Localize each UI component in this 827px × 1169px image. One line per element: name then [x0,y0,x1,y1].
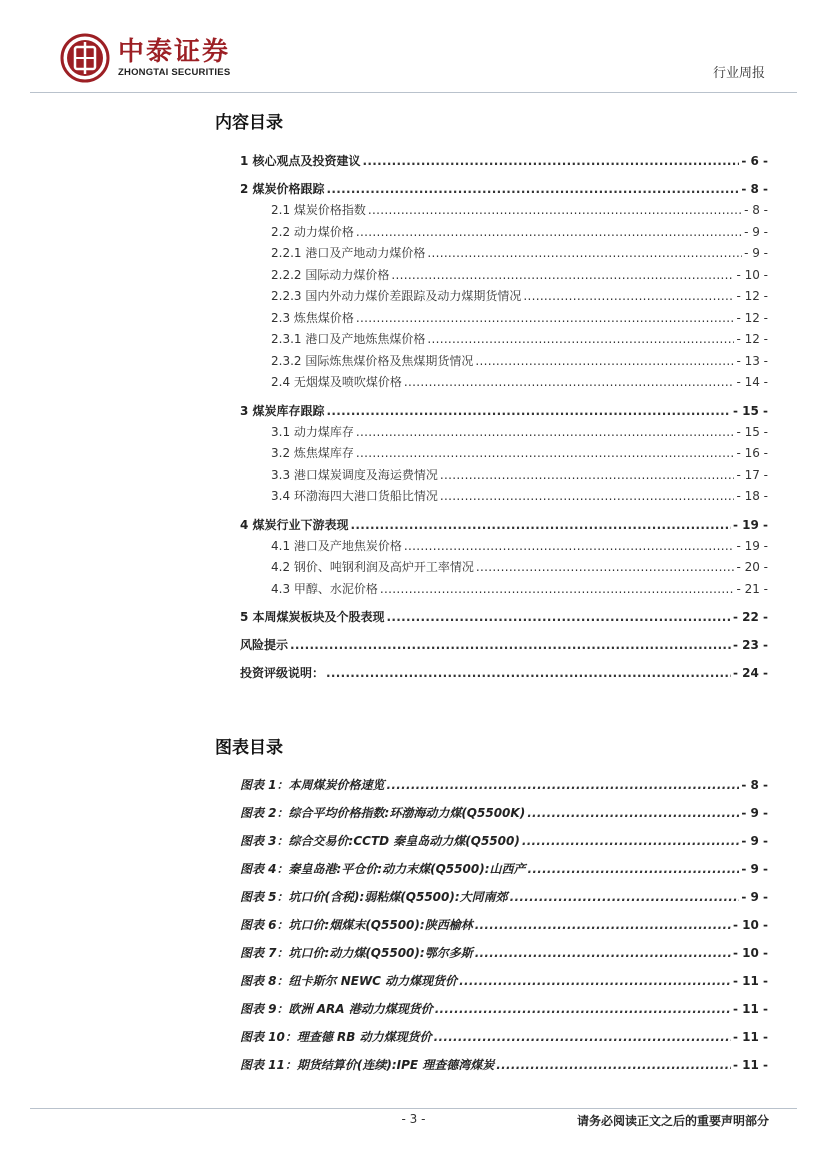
dot-leader [387,606,731,628]
report-type: 行业周报 [712,66,765,81]
entry-title: 4.1 港口及产地焦炭价格 [271,538,402,553]
toc-entry[interactable] [240,308,768,330]
dot-leader [435,995,731,1023]
page-ref: - 15 - [736,424,768,439]
toc-entry[interactable] [240,662,768,684]
entry-title: 2.4 无烟煤及喷吹煤价格 [271,375,402,389]
entry-title: 投资评级说明： [240,666,325,680]
figure-entry[interactable] [240,967,768,995]
toc-entry[interactable] [240,351,768,373]
dot-leader [459,967,731,995]
page-number: - 3 - [401,1112,426,1126]
dot-leader [404,536,735,558]
entry-title: 2.2.3 国内外动力煤价差跟踪及动力煤期货情况 [271,289,522,303]
entry-title: 图表 11：期货结算价(连续):IPE 理查德湾煤炭 [240,1058,495,1072]
page-ref: - 11 - [732,974,768,988]
figure-entry[interactable] [240,1051,768,1079]
page-ref: - 9 - [744,224,768,239]
page-ref: - 10 - [736,267,768,282]
zhongtai-logo-icon [60,33,110,83]
figure-list [240,771,768,1079]
dot-leader [363,150,740,172]
dot-leader [527,799,739,827]
toc-entry[interactable] [240,372,768,394]
toc-entry[interactable] [240,400,768,422]
entry-title: 3.3 港口煤炭调度及海运费情况 [271,467,438,482]
footer-divider [30,1108,797,1109]
dot-leader [356,222,742,244]
dot-leader [356,308,735,330]
dot-leader [391,265,734,287]
entry-title: 4.3 甲醇、水泥价格 [271,581,378,596]
page-ref: - 9 - [741,834,768,848]
page-ref: - 24 - [732,666,768,680]
dot-leader [356,443,735,465]
entry-title: 3.2 炼焦煤库存 [271,446,354,460]
entry-title: 风险提示 [240,638,289,652]
entry-title: 图表 4：秦皇岛港:平仓价:动力末煤(Q5500):山西产 [240,862,526,876]
page-ref: - 12 - [736,289,768,303]
entry-title: 图表 1：本周煤炭价格速览 [240,778,385,792]
dot-leader [326,662,731,684]
page-ref: - 6 - [741,154,768,168]
dot-leader [290,634,731,656]
dot-leader [404,372,735,394]
toc-entry[interactable] [240,634,768,656]
dot-leader [522,827,739,855]
page-ref: - 10 - [732,946,768,960]
toc-entry[interactable] [240,579,768,601]
page-ref: - 8 - [744,203,768,217]
figure-entry[interactable] [240,911,768,939]
page-ref: - 15 - [732,403,768,418]
page-ref: - 11 - [732,1030,768,1044]
entry-title: 2 煤炭价格跟踪 [240,182,325,196]
page-ref: - 12 - [736,332,768,346]
entry-title: 2.3.1 港口及产地炼焦煤价格 [271,332,426,346]
dot-leader [475,911,731,939]
page-ref: - 9 - [741,890,768,904]
dot-leader [427,329,734,351]
entry-title: 1 核心观点及投资建议 [240,154,361,168]
dot-leader [496,1051,731,1079]
entry-title: 图表 5：坑口价(含税):弱粘煤(Q5500):大同南郊 [240,890,508,904]
dot-leader [510,883,740,911]
page-ref: - 8 - [741,182,768,196]
toc-entry[interactable] [240,486,768,508]
brand-name-en: ZHONGTAI SECURITIES [118,67,231,78]
entry-title: 2.2.1 港口及产地动力煤价格 [271,246,426,260]
toc-entry[interactable] [240,514,768,536]
toc-entry[interactable] [240,536,768,558]
toc-entry[interactable] [240,178,768,200]
entry-title: 图表 6：坑口价:烟煤末(Q5500):陕西榆林 [240,918,473,932]
entry-title: 2.3 炼焦煤价格 [271,310,354,325]
toc-entry[interactable] [240,222,768,244]
page-ref: - 23 - [732,638,768,652]
entry-title: 3.1 动力煤库存 [271,424,354,439]
dot-leader [475,939,731,967]
dot-leader [356,422,735,444]
entry-title: 图表 2：综合平均价格指数:环渤海动力煤(Q5500K) [240,806,526,820]
dot-leader [327,400,731,422]
toc-entry[interactable] [240,243,768,265]
toc-entry[interactable] [240,329,768,351]
dot-leader [368,200,742,222]
dot-leader [440,465,735,487]
page-ref: - 9 - [741,806,768,820]
entry-title: 图表 9：欧洲 ARA 港动力煤现货价 [240,1002,433,1016]
figure-entry[interactable] [240,855,768,883]
page-ref: - 8 - [741,778,768,792]
dot-leader [327,178,740,200]
dot-leader [440,486,735,508]
toc-entry[interactable] [240,465,768,487]
header-divider [30,92,797,93]
toc-entry[interactable] [240,443,768,465]
brand-name-cn: 中泰证券 [118,37,231,67]
figure-entry[interactable] [240,827,768,855]
page-ref: - 10 - [732,918,768,932]
dot-leader [434,1023,731,1051]
page-ref: - 12 - [736,310,768,325]
figure-entry[interactable] [240,939,768,967]
page-ref: - 13 - [736,353,768,368]
dot-leader [476,557,735,579]
figure-entry[interactable] [240,1023,768,1051]
entry-title: 图表 7：坑口价:动力煤(Q5500):鄂尔多斯 [240,946,473,960]
entry-title: 2.1 煤炭价格指数 [271,203,366,217]
page-ref: - 11 - [732,1058,768,1072]
dot-leader [351,514,731,536]
dot-leader [528,855,740,883]
figure-entry[interactable] [240,799,768,827]
toc-title: 内容目录 [215,113,283,133]
page-ref: - 16 - [736,446,768,460]
entry-title: 3 煤炭库存跟踪 [240,403,325,418]
page-ref: - 9 - [741,862,768,876]
dot-leader [427,243,742,265]
entry-title: 4 煤炭行业下游表现 [240,517,349,532]
page-ref: - 18 - [736,489,768,503]
brand-logo [60,30,230,86]
entry-title: 4.2 钢价、吨钢利润及高炉开工率情况 [271,560,474,574]
entry-title: 5 本周煤炭板块及个股表现 [240,610,385,624]
entry-title: 2.3.2 国际炼焦煤价格及焦煤期货情况 [271,353,474,368]
page-ref: - 14 - [736,375,768,389]
entry-title: 2.2 动力煤价格 [271,224,354,239]
toc-entry[interactable] [240,557,768,579]
page-ref: - 19 - [736,538,768,553]
page-ref: - 21 - [736,581,768,596]
dot-leader [523,286,734,308]
figure-list-title: 图表目录 [215,738,283,758]
page-ref: - 19 - [732,517,768,532]
entry-title: 图表 3：综合交易价:CCTD 秦皇岛动力煤(Q5500) [240,834,520,848]
page-ref: - 20 - [736,560,768,574]
toc-entry[interactable] [240,265,768,287]
figure-entry[interactable] [240,995,768,1023]
toc-entry[interactable] [240,150,768,172]
entry-title: 图表 8：纽卡斯尔 NEWC 动力煤现货价 [240,974,458,988]
entry-title: 3.4 环渤海四大港口货船比情况 [271,489,438,503]
table-of-contents [240,150,768,684]
page-ref: - 11 - [732,1002,768,1016]
entry-title: 图表 10：理查德 RB 动力煤现货价 [240,1030,432,1044]
page-ref: - 9 - [744,246,768,260]
toc-entry[interactable] [240,422,768,444]
dot-leader [475,351,734,373]
figure-entry[interactable] [240,771,768,799]
dot-leader [380,579,735,601]
page-ref: - 22 - [732,610,768,624]
figure-entry[interactable] [240,883,768,911]
toc-entry[interactable] [240,606,768,628]
page-ref: - 17 - [736,467,768,482]
toc-entry[interactable] [240,200,768,222]
toc-entry[interactable] [240,286,768,308]
entry-title: 2.2.2 国际动力煤价格 [271,267,390,282]
dot-leader [387,771,740,799]
footer-disclaimer: 请务必阅读正文之后的重要声明部分 [576,1114,769,1128]
